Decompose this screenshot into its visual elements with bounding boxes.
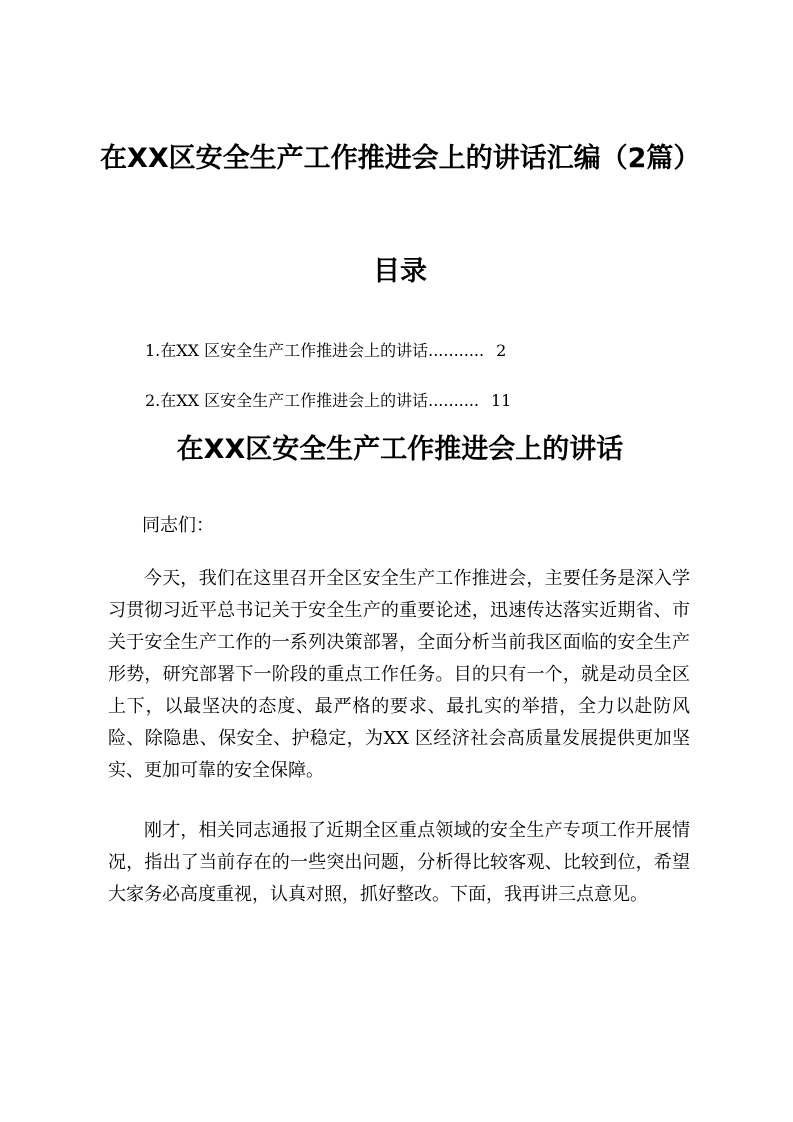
toc-item[interactable]: [145, 340, 506, 362]
toc-heading: 目录: [373, 256, 427, 287]
toc-item-page: 2: [496, 341, 507, 360]
speech-paragraph: 今天，我们在这里召开全区安全生产工作推进会，主要任务是深入学习贯彻习近平总书记关于安全生产的重要论述，迅速传达落实近期省、市关于安全生产工作的一系列决策部署，全面分析当前我区面临的安全生产形势，研究部署下一阶段的重点工作任务。目的只有一个，就是动员全区上下，以最坚决的态度、最严格的要求、最扎实的举措，全力以赴防风险、除隐患、保安全、护稳定，为XX 区经济社会高质量发展提供更加坚实、更加可靠的安全保障。: [108, 568, 690, 781]
speech-paragraph: 刚才，相关同志通报了近期全区重点领域的安全生产专项工作开展情况，指出了当前存在的一些突出问题，分析得比较客观、比较到位，希望大家务必高度重视，认真对照，抓好整改。下面，我再讲三点意见。: [108, 820, 690, 905]
toc-item-label: 2.在XX 区安全生产工作推进会上的讲话..........: [145, 391, 479, 410]
toc-item[interactable]: [145, 390, 511, 412]
speech-title: 在XX区安全生产工作推进会上的讲话: [176, 434, 624, 465]
document-title: 在XX区安全生产工作推进会上的讲话汇编（2篇）: [100, 143, 701, 174]
speech-salutation: 同志们：: [142, 515, 214, 536]
toc-item-label: 1.在XX 区安全生产工作推进会上的讲话...........: [145, 341, 485, 360]
toc-item-page: 11: [491, 391, 512, 410]
